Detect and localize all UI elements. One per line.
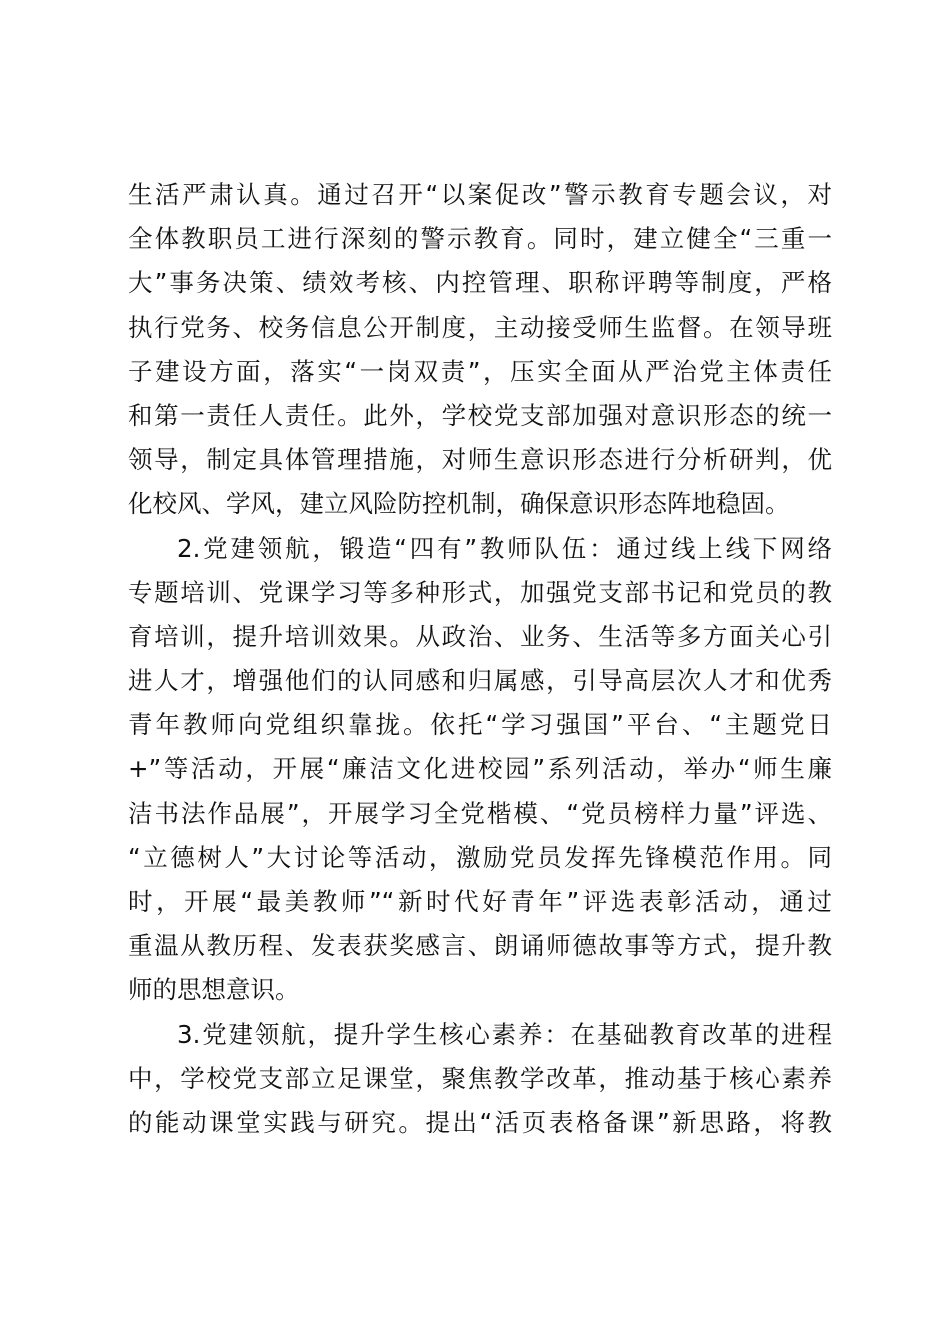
paragraph-2 <box>128 527 832 1013</box>
text-line: 子建设方面，落实“一岗双责”，压实全面从严治党主体责任 <box>128 356 832 386</box>
body-text <box>128 173 832 1145</box>
text-line: 青年教师向党组织靠拢。依托“学习强国”平台、“主题党日 <box>128 710 832 740</box>
text-line: 时，开展“最美教师”“新时代好青年”评选表彰活动，通过 <box>128 887 832 916</box>
text-line: 执行党务、校务信息公开制度，主动接受师生监督。在领导班 <box>128 312 832 342</box>
text-line: 和第一责任人责任。此外，学校党支部加强对意识形态的统一 <box>128 400 832 430</box>
text-line: +”等活动，开展“廉洁文化进校园”系列活动，举办“师生廉 <box>128 754 832 784</box>
text-line: “立德树人”大讨论等活动，激励党员发挥先锋模范作用。同 <box>128 842 832 872</box>
text-line: 育培训，提升培训效果。从政治、业务、生活等多方面关心引 <box>128 621 832 651</box>
text-line: 洁书法作品展”，开展学习全党楷模、“党员榜样力量”评选、 <box>128 798 832 828</box>
text-line: 师的思想意识。 <box>128 975 300 1005</box>
text-line: 化校风、学风，建立风险防控机制，确保意识形态阵地稳固。 <box>128 489 790 519</box>
paragraph-3 <box>128 1013 832 1146</box>
paragraph-1 <box>128 173 832 527</box>
text-line: 领导，制定具体管理措施，对师生意识形态进行分析研判，优 <box>128 445 832 475</box>
text-line: 生活严肃认真。通过召开“以案促改”警示教育专题会议，对 <box>128 180 832 209</box>
text-line: 重温从教历程、发表获奖感言、朗诵师德故事等方式，提升教 <box>128 931 832 961</box>
text-line: 3.党建领航，提升学生核心素养：在基础教育改革的进程 <box>177 1019 832 1049</box>
text-line: 2.党建领航，锻造“四有”教师队伍：通过线上线下网络 <box>177 533 832 563</box>
text-line: 全体教职员工进行深刻的警示教育。同时，建立健全“三重一 <box>128 224 832 254</box>
text-line: 进人才，增强他们的认同感和归属感，引导高层次人才和优秀 <box>128 666 832 696</box>
text-line: 的能动课堂实践与研究。提出“活页表格备课”新思路，将教 <box>128 1107 832 1137</box>
text-line: 中，学校党支部立足课堂，聚焦教学改革，推动基于核心素养 <box>128 1063 832 1093</box>
text-line: 专题培训、党课学习等多种形式，加强党支部书记和党员的教 <box>128 577 832 607</box>
text-line: 大”事务决策、绩效考核、内控管理、职称评聘等制度，严格 <box>128 268 832 298</box>
